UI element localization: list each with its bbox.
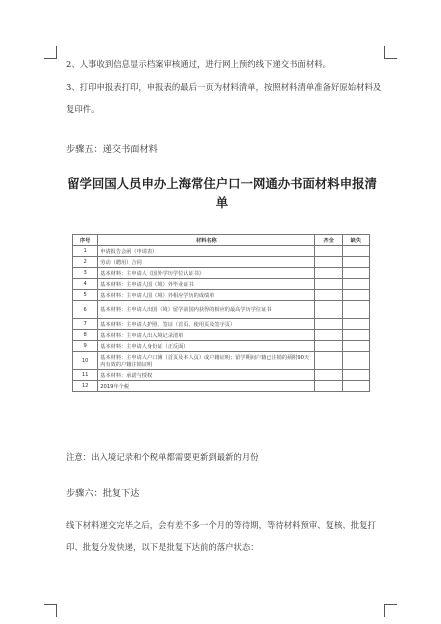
table-row	[73, 341, 370, 352]
row-no: 8	[73, 330, 98, 341]
row-material: 基本材料：主申请人《国外学历学位认证书》	[98, 268, 315, 279]
crop-mark-top-right	[384, 46, 397, 59]
step6-paragraph: 线下材料递交完毕之后，会有差不多一个月的等待期，等待材料预审、复核、批复打印、批复分发快递，以下是批复下达前的落户状态：	[66, 520, 376, 552]
step6-heading: 步骤六：批复下达	[66, 488, 140, 499]
row-no: 4	[73, 279, 98, 290]
crop-mark-top-left	[44, 46, 57, 59]
col-header-no: 序号	[73, 235, 98, 246]
table-header-row	[73, 235, 370, 246]
table-row	[73, 290, 370, 301]
step3-paragraph: 3、打印申报表打印，申报表的最后一页为材料清单，按照材料清单准备好原始材料及复印件。	[66, 82, 382, 114]
row-missing-cell	[342, 279, 369, 290]
row-complete-cell	[315, 257, 342, 268]
row-material: 基本材料：主申请人国（境）外毕业证书	[98, 279, 315, 290]
row-no: 12	[73, 381, 98, 392]
row-complete-cell	[315, 370, 342, 381]
table-row	[73, 257, 370, 268]
row-complete-cell	[315, 279, 342, 290]
col-header-material: 材料名称	[98, 235, 315, 246]
note-paragraph: 注意：出入境记录和个税单都需要更新到最新的月份	[66, 452, 259, 462]
step5-heading: 步骤五：递交书面材料	[66, 144, 158, 155]
checklist-title: 留学回国人员申办上海常住户口一网通办书面材料申报清单	[67, 176, 377, 210]
row-no: 10	[73, 352, 98, 370]
row-missing-cell	[342, 257, 369, 268]
table-row	[73, 370, 370, 381]
row-material: 申请报告会函（申请表）	[98, 246, 315, 257]
row-complete-cell	[315, 268, 342, 279]
table-row	[73, 330, 370, 341]
row-no: 1	[73, 246, 98, 257]
row-missing-cell	[342, 290, 369, 301]
col-header-missing: 缺失	[342, 235, 369, 246]
materials-checklist-figure	[66, 168, 378, 440]
table-row	[73, 381, 370, 392]
row-material: 基本材料：承诺与授权	[98, 370, 315, 381]
row-material: 2019年个税	[98, 381, 315, 392]
crop-mark-bottom-left	[44, 604, 57, 617]
row-missing-cell	[342, 341, 369, 352]
row-complete-cell	[315, 319, 342, 330]
row-no: 3	[73, 268, 98, 279]
row-material: 基本材料：主申请人身份证（正反面）	[98, 341, 315, 352]
crop-mark-bottom-right	[384, 604, 397, 617]
step2-paragraph: 2、人事收到信息显示档案审核通过，进行网上预约线下递交书面材料。	[66, 59, 331, 69]
row-missing-cell	[342, 301, 369, 319]
table-row	[73, 352, 370, 370]
table-row	[73, 279, 370, 290]
row-no: 5	[73, 290, 98, 301]
row-no: 2	[73, 257, 98, 268]
col-header-complete: 齐全	[315, 235, 342, 246]
row-missing-cell	[342, 319, 369, 330]
row-no: 11	[73, 370, 98, 381]
row-missing-cell	[342, 246, 369, 257]
row-missing-cell	[342, 268, 369, 279]
row-complete-cell	[315, 330, 342, 341]
row-complete-cell	[315, 246, 342, 257]
table-row	[73, 246, 370, 257]
row-missing-cell	[342, 381, 369, 392]
row-complete-cell	[315, 341, 342, 352]
row-material: 基本材料：主申请人出入境记录清单	[98, 330, 315, 341]
row-material: 基本材料：主申请人出国（境）留学前国内获得的相应的最高学历学位证书	[98, 301, 315, 319]
row-missing-cell	[342, 352, 369, 370]
row-no: 9	[73, 341, 98, 352]
row-complete-cell	[315, 352, 342, 370]
row-no: 6	[73, 301, 98, 319]
table-row	[73, 319, 370, 330]
materials-table	[72, 234, 370, 392]
row-material: 基本材料：主申请人户口簿（首页及本人页）或户籍证明；留学期间户籍已注销的须附90天内有效的户籍注销证明	[98, 352, 315, 370]
row-complete-cell	[315, 290, 342, 301]
row-missing-cell	[342, 330, 369, 341]
row-no: 7	[73, 319, 98, 330]
row-missing-cell	[342, 370, 369, 381]
row-complete-cell	[315, 381, 342, 392]
table-row	[73, 268, 370, 279]
row-material: 劳动（聘用）合同	[98, 257, 315, 268]
row-complete-cell	[315, 301, 342, 319]
table-row	[73, 301, 370, 319]
row-material: 基本材料：主申请人护照、签证（首页、使用页及签字页）	[98, 319, 315, 330]
row-material: 基本材料：主申请人国（境）外相应学历的成绩单	[98, 290, 315, 301]
